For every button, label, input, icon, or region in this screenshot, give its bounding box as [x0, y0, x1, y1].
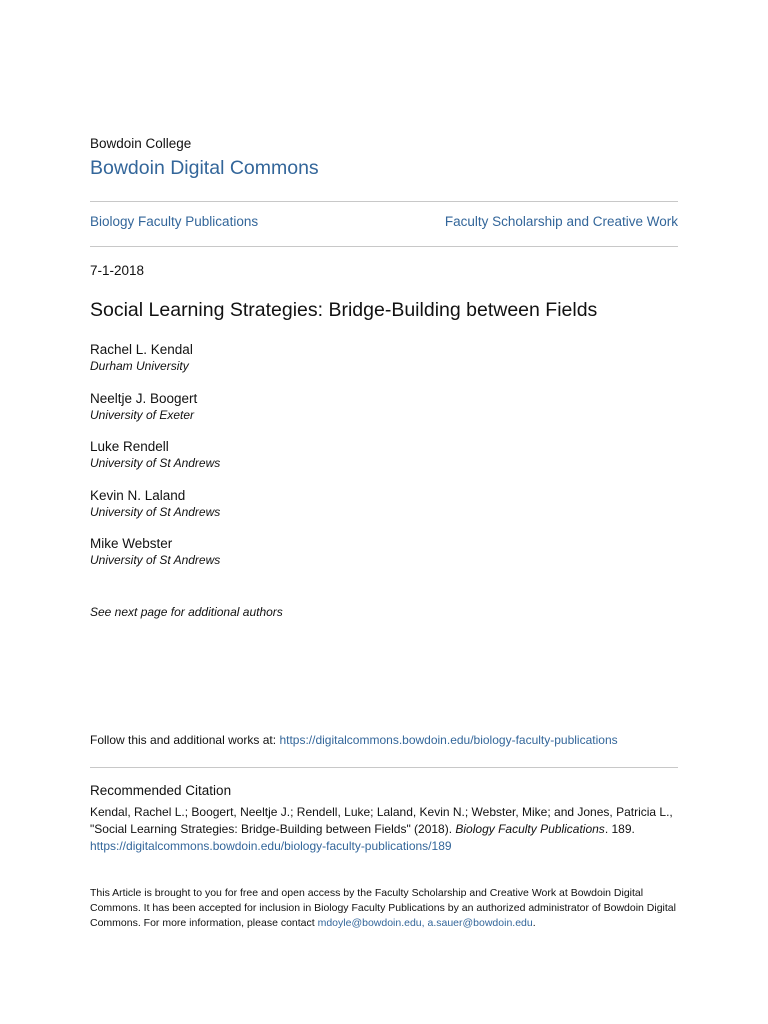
author-affiliation: University of St Andrews — [90, 504, 221, 519]
citation-number: . 189. — [604, 822, 635, 836]
nav-divider — [90, 246, 678, 247]
author-affiliation: University of St Andrews — [90, 456, 221, 470]
author-name: Luke Rendell — [90, 439, 169, 454]
citation-authors: Kendal, Rachel L.; Boogert, Neeltje J.; Rendell, Luke; Laland, Kevin N.; Webster, Mike; and Jones, Patricia L., — [90, 805, 673, 819]
publication-date: 7-1-2018 — [90, 263, 145, 278]
citation-divider — [90, 767, 678, 768]
follow-prefix: Follow this and additional works at: — [90, 733, 280, 747]
repository-link[interactable]: Bowdoin Digital Commons — [90, 157, 319, 179]
author-entry — [90, 535, 220, 584]
contact-email-link[interactable]: mdoyle@bowdoin.edu, a.sauer@bowdoin.edu — [317, 917, 533, 929]
faculty-scholarship-link[interactable]: Faculty Scholarship and Creative Work — [444, 214, 678, 229]
citation-heading: Recommended Citation — [90, 783, 232, 798]
top-divider — [90, 201, 678, 202]
author-entry — [90, 390, 220, 439]
open-access-notice — [90, 886, 680, 931]
article-title: Social Learning Strategies: Bridge-Building between Fields — [90, 299, 598, 321]
follow-line — [90, 733, 618, 747]
citation-journal: Biology Faculty Publications — [455, 822, 605, 836]
author-name: Mike Webster — [90, 536, 173, 551]
author-entry — [90, 438, 220, 487]
citation-url-link[interactable]: https://digitalcommons.bowdoin.edu/biology-faculty-publications/189 — [90, 839, 452, 853]
author-list — [90, 341, 220, 584]
citation-text — [90, 804, 690, 855]
author-affiliation: University of St Andrews — [90, 553, 221, 567]
author-entry — [90, 487, 220, 536]
biology-faculty-publications-link[interactable]: Biology Faculty Publications — [90, 214, 259, 229]
author-name: Neeltje J. Boogert — [90, 390, 198, 406]
open-access-end: . — [532, 917, 536, 929]
collection-url-link[interactable]: https://digitalcommons.bowdoin.edu/biology-faculty-publications — [279, 733, 618, 747]
additional-authors-note: See next page for additional authors — [90, 605, 283, 619]
author-name: Kevin N. Laland — [90, 487, 186, 503]
author-entry — [90, 341, 220, 390]
author-affiliation: Durham University — [90, 359, 189, 373]
author-name: Rachel L. Kendal — [90, 342, 193, 357]
open-access-text: This Article is brought to you for free and open access by the Faculty Scholarship and Creative Work at Bowdoin Digital Commons. It has been accepted for inclusion in Biology Faculty Publications by an authorized administrator of Bowdoin Digital Commons. For more information, please contact — [90, 887, 676, 929]
author-affiliation: University of Exeter — [90, 407, 195, 422]
institution-name: Bowdoin College — [90, 136, 192, 151]
citation-title-year: "Social Learning Strategies: Bridge-Building between Fields" (2018). — [90, 822, 456, 836]
